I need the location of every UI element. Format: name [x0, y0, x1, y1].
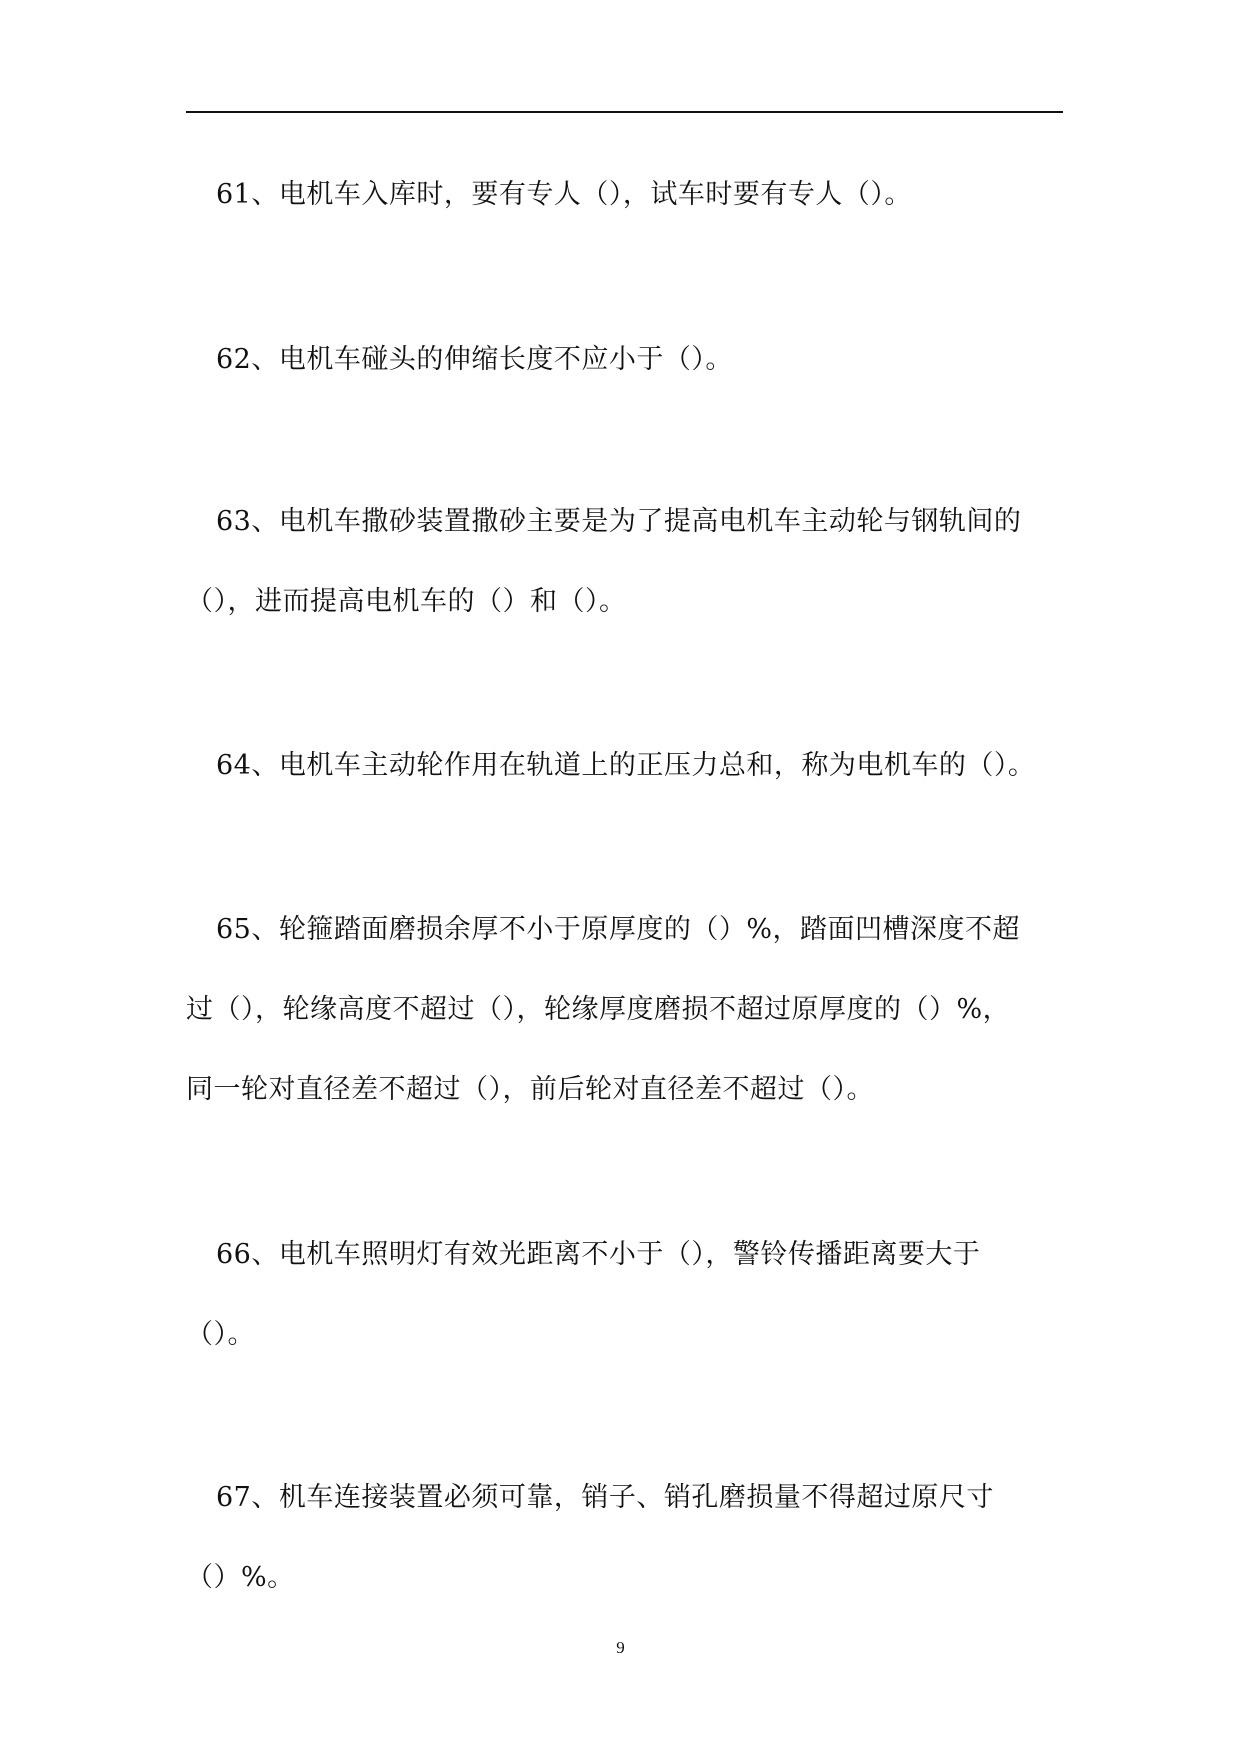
question-67	[186, 1478, 1063, 1598]
question-62	[186, 340, 1063, 380]
question-line: 过（），轮缘高度不超过（），轮缘厚度磨损不超过原厚度的（）%，	[186, 994, 1011, 1025]
header-rule	[186, 111, 1063, 113]
question-64	[186, 746, 1063, 786]
question-line: 66、电机车照明灯有效光距离不小于（），警铃传播距离要大于	[216, 1239, 981, 1270]
question-66	[186, 1235, 1063, 1355]
question-65	[186, 910, 1063, 1110]
question-line: （）%。	[186, 1562, 295, 1593]
page-number: 9	[616, 1638, 625, 1657]
question-line: 63、电机车撒砂装置撒砂主要是为了提高电机车主动轮与钢轨间的	[216, 506, 1022, 537]
question-line: （）。	[186, 1319, 255, 1350]
question-line: 61、电机车入库时，要有专人（），试车时要有专人（）。	[216, 179, 912, 210]
question-line: 62、电机车碰头的伸缩长度不应小于（）。	[216, 344, 733, 375]
question-line: 64、电机车主动轮作用在轨道上的正压力总和，称为电机车的（）。	[216, 750, 1036, 781]
question-61	[186, 175, 1063, 215]
question-line: 同一轮对直径差不超过（），前后轮对直径差不超过（）。	[186, 1074, 874, 1105]
question-line: （），进而提高电机车的（）和（）。	[186, 586, 627, 617]
question-line: 65、轮箍踏面磨损余厚不小于原厚度的（）%，踏面凹槽深度不超	[216, 914, 1021, 945]
question-line: 67、机车连接装置必须可靠，销子、销孔磨损量不得超过原尺寸	[216, 1482, 994, 1513]
question-63	[186, 502, 1063, 622]
